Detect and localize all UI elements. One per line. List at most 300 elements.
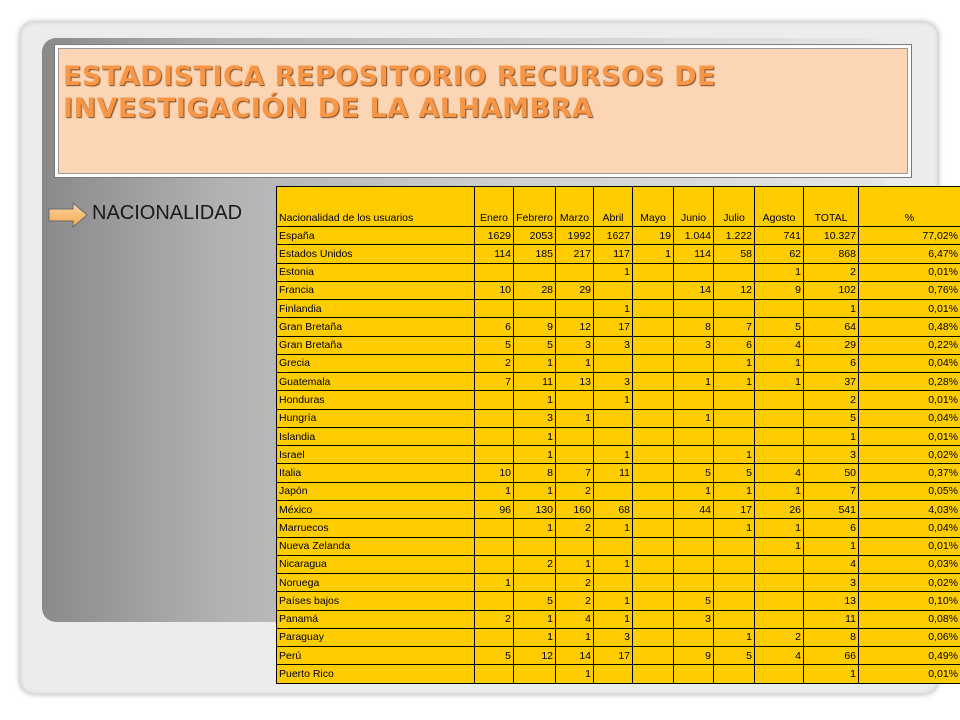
table-row xyxy=(277,519,960,537)
table-row xyxy=(277,427,960,445)
value-cell: 1 xyxy=(714,519,755,537)
value-cell xyxy=(594,574,633,592)
table-row xyxy=(277,464,960,482)
value-cell: 2 xyxy=(755,628,804,646)
value-cell: 17 xyxy=(594,647,633,665)
value-cell: 9 xyxy=(514,318,556,336)
value-cell: 0,37% xyxy=(859,464,960,482)
table-row xyxy=(277,482,960,500)
value-cell: 1 xyxy=(674,482,714,500)
value-cell: 1 xyxy=(556,555,594,573)
value-cell xyxy=(633,592,674,610)
table-row xyxy=(277,537,960,555)
value-cell: 4 xyxy=(755,464,804,482)
stats-table xyxy=(276,186,960,684)
value-cell xyxy=(594,427,633,445)
value-cell: 0,10% xyxy=(859,592,960,610)
value-cell: 0,01% xyxy=(859,263,960,281)
value-cell: 1 xyxy=(475,482,514,500)
value-cell: 5 xyxy=(755,318,804,336)
value-cell xyxy=(633,519,674,537)
value-cell xyxy=(755,592,804,610)
value-cell: 0,01% xyxy=(859,391,960,409)
value-cell xyxy=(556,427,594,445)
value-cell xyxy=(714,592,755,610)
table-row xyxy=(277,227,960,245)
value-cell: 1 xyxy=(755,519,804,537)
value-cell xyxy=(594,537,633,555)
value-cell xyxy=(594,281,633,299)
table-row xyxy=(277,300,960,318)
value-cell: 3 xyxy=(674,336,714,354)
value-cell xyxy=(475,592,514,610)
value-cell xyxy=(475,427,514,445)
table-row xyxy=(277,354,960,372)
country-cell: Gran Bretaña xyxy=(277,318,475,336)
value-cell: 8 xyxy=(674,318,714,336)
value-cell: 77,02% xyxy=(859,227,960,245)
value-cell xyxy=(674,427,714,445)
title-box xyxy=(54,44,912,178)
table-row xyxy=(277,500,960,518)
value-cell: 0,04% xyxy=(859,519,960,537)
table-row xyxy=(277,647,960,665)
value-cell: 2 xyxy=(804,391,859,409)
value-cell xyxy=(633,336,674,354)
value-cell xyxy=(556,537,594,555)
country-cell: Panamá xyxy=(277,610,475,628)
value-cell xyxy=(475,446,514,464)
table-row xyxy=(277,336,960,354)
value-cell: 17 xyxy=(594,318,633,336)
value-cell: 0,01% xyxy=(859,537,960,555)
value-cell xyxy=(755,409,804,427)
value-cell: 7 xyxy=(804,482,859,500)
value-cell xyxy=(633,318,674,336)
value-cell xyxy=(633,537,674,555)
country-cell: Perú xyxy=(277,647,475,665)
value-cell xyxy=(556,446,594,464)
table-row xyxy=(277,245,960,263)
value-cell: 5 xyxy=(714,647,755,665)
value-cell xyxy=(755,555,804,573)
value-cell xyxy=(633,464,674,482)
value-cell xyxy=(755,427,804,445)
value-cell: 7 xyxy=(714,318,755,336)
value-cell: 1 xyxy=(674,409,714,427)
value-cell: 44 xyxy=(674,500,714,518)
value-cell: 1 xyxy=(514,519,556,537)
value-cell xyxy=(633,665,674,684)
page-title: ESTADISTICA REPOSITORIO RECURSOS DE INVESTIGACIÓN DE LA ALHAMBRA xyxy=(63,61,716,124)
value-cell xyxy=(556,300,594,318)
value-cell: 11 xyxy=(514,373,556,391)
table-row xyxy=(277,628,960,646)
column-header: Junio xyxy=(674,187,714,227)
value-cell: 2 xyxy=(556,482,594,500)
value-cell xyxy=(475,409,514,427)
value-cell: 0,02% xyxy=(859,446,960,464)
value-cell: 14 xyxy=(674,281,714,299)
value-cell xyxy=(714,537,755,555)
country-cell: México xyxy=(277,500,475,518)
value-cell: 2 xyxy=(514,555,556,573)
value-cell xyxy=(674,446,714,464)
value-cell: 1629 xyxy=(475,227,514,245)
column-header: Abril xyxy=(594,187,633,227)
value-cell xyxy=(674,537,714,555)
value-cell: 1 xyxy=(755,537,804,555)
value-cell xyxy=(633,281,674,299)
value-cell: 7 xyxy=(475,373,514,391)
value-cell: 114 xyxy=(475,245,514,263)
table-row xyxy=(277,574,960,592)
value-cell: 3 xyxy=(594,628,633,646)
value-cell xyxy=(714,555,755,573)
value-cell xyxy=(633,482,674,500)
table-header-row xyxy=(277,187,960,227)
value-cell: 96 xyxy=(475,500,514,518)
value-cell xyxy=(633,647,674,665)
value-cell xyxy=(514,263,556,281)
value-cell: 1 xyxy=(514,482,556,500)
country-cell: Marruecos xyxy=(277,519,475,537)
value-cell: 3 xyxy=(594,373,633,391)
value-cell: 8 xyxy=(514,464,556,482)
value-cell: 1 xyxy=(755,263,804,281)
value-cell: 11 xyxy=(804,610,859,628)
value-cell: 1.222 xyxy=(714,227,755,245)
value-cell: 1 xyxy=(804,537,859,555)
value-cell xyxy=(475,391,514,409)
value-cell: 1 xyxy=(514,610,556,628)
table-row xyxy=(277,446,960,464)
value-cell: 1 xyxy=(633,245,674,263)
value-cell: 0,02% xyxy=(859,574,960,592)
value-cell xyxy=(755,574,804,592)
value-cell xyxy=(514,537,556,555)
value-cell xyxy=(633,427,674,445)
country-cell: Puerto Rico xyxy=(277,665,475,684)
value-cell: 1 xyxy=(514,628,556,646)
table-row xyxy=(277,373,960,391)
value-cell: 217 xyxy=(556,245,594,263)
value-cell: 2 xyxy=(475,354,514,372)
value-cell xyxy=(475,665,514,684)
value-cell: 3 xyxy=(804,446,859,464)
value-cell: 3 xyxy=(804,574,859,592)
country-cell: Gran Bretaña xyxy=(277,336,475,354)
value-cell xyxy=(714,409,755,427)
value-cell: 29 xyxy=(804,336,859,354)
value-cell: 64 xyxy=(804,318,859,336)
value-cell: 5 xyxy=(674,592,714,610)
value-cell xyxy=(674,628,714,646)
value-cell: 28 xyxy=(514,281,556,299)
value-cell xyxy=(674,519,714,537)
value-cell: 0,01% xyxy=(859,427,960,445)
value-cell: 1 xyxy=(514,446,556,464)
value-cell: 1 xyxy=(594,300,633,318)
value-cell: 5 xyxy=(475,336,514,354)
value-cell: 12 xyxy=(714,281,755,299)
value-cell xyxy=(755,446,804,464)
value-cell: 2 xyxy=(475,610,514,628)
value-cell: 1 xyxy=(714,354,755,372)
value-cell: 0,01% xyxy=(859,300,960,318)
value-cell: 3 xyxy=(674,610,714,628)
value-cell: 0,48% xyxy=(859,318,960,336)
value-cell: 1 xyxy=(804,300,859,318)
value-cell xyxy=(714,427,755,445)
value-cell: 5 xyxy=(804,409,859,427)
value-cell: 868 xyxy=(804,245,859,263)
value-cell: 1 xyxy=(594,391,633,409)
value-cell: 1 xyxy=(714,482,755,500)
value-cell: 0,28% xyxy=(859,373,960,391)
value-cell: 11 xyxy=(594,464,633,482)
value-cell xyxy=(475,263,514,281)
value-cell xyxy=(714,665,755,684)
value-cell xyxy=(633,373,674,391)
value-cell: 13 xyxy=(804,592,859,610)
table-row xyxy=(277,665,960,684)
value-cell xyxy=(475,555,514,573)
value-cell: 1 xyxy=(755,373,804,391)
table-row xyxy=(277,555,960,573)
value-cell: 1 xyxy=(556,665,594,684)
value-cell: 50 xyxy=(804,464,859,482)
country-cell: España xyxy=(277,227,475,245)
value-cell xyxy=(633,610,674,628)
value-cell: 2 xyxy=(556,574,594,592)
value-cell xyxy=(633,500,674,518)
value-cell xyxy=(594,665,633,684)
value-cell xyxy=(714,263,755,281)
value-cell: 19 xyxy=(633,227,674,245)
value-cell: 17 xyxy=(714,500,755,518)
value-cell: 1 xyxy=(556,409,594,427)
value-cell xyxy=(674,555,714,573)
value-cell xyxy=(633,409,674,427)
value-cell xyxy=(556,263,594,281)
value-cell: 5 xyxy=(514,336,556,354)
value-cell: 1627 xyxy=(594,227,633,245)
value-cell: 130 xyxy=(514,500,556,518)
value-cell xyxy=(714,300,755,318)
value-cell: 0,22% xyxy=(859,336,960,354)
value-cell: 0,05% xyxy=(859,482,960,500)
value-cell xyxy=(714,391,755,409)
table-row xyxy=(277,610,960,628)
column-header: TOTAL xyxy=(804,187,859,227)
value-cell: 1 xyxy=(514,427,556,445)
value-cell: 2 xyxy=(804,263,859,281)
value-cell: 1 xyxy=(556,354,594,372)
value-cell xyxy=(633,354,674,372)
value-cell: 1 xyxy=(594,446,633,464)
country-cell: Paraguay xyxy=(277,628,475,646)
country-cell: Hungría xyxy=(277,409,475,427)
value-cell: 6 xyxy=(804,519,859,537)
value-cell: 8 xyxy=(804,628,859,646)
right-arrow-icon xyxy=(48,202,88,228)
value-cell xyxy=(714,574,755,592)
value-cell: 1 xyxy=(556,628,594,646)
value-cell: 4 xyxy=(755,336,804,354)
value-cell: 37 xyxy=(804,373,859,391)
value-cell: 10 xyxy=(475,464,514,482)
column-header: Mayo xyxy=(633,187,674,227)
table-row xyxy=(277,263,960,281)
value-cell xyxy=(633,300,674,318)
value-cell: 12 xyxy=(514,647,556,665)
value-cell: 6 xyxy=(475,318,514,336)
value-cell: 68 xyxy=(594,500,633,518)
country-cell: Italia xyxy=(277,464,475,482)
column-header: Julio xyxy=(714,187,755,227)
value-cell xyxy=(594,409,633,427)
value-cell xyxy=(475,519,514,537)
value-cell: 1992 xyxy=(556,227,594,245)
value-cell xyxy=(633,446,674,464)
value-cell: 0,01% xyxy=(859,665,960,684)
value-cell: 5 xyxy=(475,647,514,665)
value-cell: 0,76% xyxy=(859,281,960,299)
value-cell: 1 xyxy=(514,354,556,372)
table-row xyxy=(277,592,960,610)
value-cell: 3 xyxy=(556,336,594,354)
value-cell: 0,04% xyxy=(859,354,960,372)
value-cell xyxy=(674,300,714,318)
value-cell xyxy=(475,300,514,318)
value-cell: 10 xyxy=(475,281,514,299)
value-cell xyxy=(514,300,556,318)
value-cell xyxy=(633,263,674,281)
value-cell xyxy=(594,354,633,372)
column-header-nationality: Nacionalidad de los usuarios xyxy=(277,187,475,227)
value-cell: 10.327 xyxy=(804,227,859,245)
value-cell: 1 xyxy=(594,555,633,573)
value-cell: 1 xyxy=(594,263,633,281)
value-cell xyxy=(514,574,556,592)
value-cell: 7 xyxy=(556,464,594,482)
value-cell: 0,03% xyxy=(859,555,960,573)
value-cell: 0,04% xyxy=(859,409,960,427)
country-cell: Honduras xyxy=(277,391,475,409)
value-cell: 9 xyxy=(755,281,804,299)
value-cell: 2053 xyxy=(514,227,556,245)
value-cell: 1 xyxy=(674,373,714,391)
value-cell xyxy=(633,574,674,592)
value-cell: 5 xyxy=(714,464,755,482)
value-cell: 541 xyxy=(804,500,859,518)
value-cell: 1 xyxy=(514,391,556,409)
value-cell: 1 xyxy=(714,628,755,646)
value-cell: 58 xyxy=(714,245,755,263)
value-cell xyxy=(475,537,514,555)
value-cell xyxy=(514,665,556,684)
value-cell: 26 xyxy=(755,500,804,518)
value-cell: 1 xyxy=(594,592,633,610)
value-cell: 1.044 xyxy=(674,227,714,245)
value-cell: 102 xyxy=(804,281,859,299)
country-cell: Nicaragua xyxy=(277,555,475,573)
table-row xyxy=(277,318,960,336)
country-cell: Finlandia xyxy=(277,300,475,318)
table-row xyxy=(277,281,960,299)
value-cell: 1 xyxy=(714,446,755,464)
value-cell: 3 xyxy=(594,336,633,354)
value-cell: 185 xyxy=(514,245,556,263)
country-cell: Estonia xyxy=(277,263,475,281)
value-cell: 1 xyxy=(594,610,633,628)
column-header: Marzo xyxy=(556,187,594,227)
value-cell: 4 xyxy=(804,555,859,573)
value-cell: 117 xyxy=(594,245,633,263)
value-cell xyxy=(674,263,714,281)
value-cell: 114 xyxy=(674,245,714,263)
country-cell: Islandia xyxy=(277,427,475,445)
value-cell: 5 xyxy=(514,592,556,610)
value-cell xyxy=(674,391,714,409)
country-cell: Francia xyxy=(277,281,475,299)
value-cell xyxy=(755,665,804,684)
value-cell: 12 xyxy=(556,318,594,336)
column-header: % xyxy=(859,187,960,227)
value-cell xyxy=(674,354,714,372)
value-cell: 160 xyxy=(556,500,594,518)
value-cell: 2 xyxy=(556,519,594,537)
value-cell xyxy=(594,482,633,500)
value-cell: 2 xyxy=(556,592,594,610)
value-cell: 4 xyxy=(556,610,594,628)
value-cell: 1 xyxy=(755,482,804,500)
value-cell: 6,47% xyxy=(859,245,960,263)
country-cell: Guatemala xyxy=(277,373,475,391)
country-cell: Noruega xyxy=(277,574,475,592)
value-cell: 0,49% xyxy=(859,647,960,665)
value-cell: 4,03% xyxy=(859,500,960,518)
value-cell: 1 xyxy=(714,373,755,391)
value-cell: 29 xyxy=(556,281,594,299)
country-cell: Grecia xyxy=(277,354,475,372)
value-cell: 1 xyxy=(475,574,514,592)
value-cell: 9 xyxy=(674,647,714,665)
value-cell: 6 xyxy=(804,354,859,372)
nationality-label: NACIONALIDAD xyxy=(92,202,243,224)
column-header: Agosto xyxy=(755,187,804,227)
value-cell: 5 xyxy=(674,464,714,482)
table-row xyxy=(277,409,960,427)
value-cell: 0,06% xyxy=(859,628,960,646)
value-cell: 0,08% xyxy=(859,610,960,628)
value-cell: 6 xyxy=(714,336,755,354)
country-cell: Nueva Zelanda xyxy=(277,537,475,555)
value-cell xyxy=(633,555,674,573)
value-cell: 66 xyxy=(804,647,859,665)
value-cell xyxy=(674,665,714,684)
column-header: Enero xyxy=(475,187,514,227)
country-cell: Estados Unidos xyxy=(277,245,475,263)
value-cell xyxy=(714,610,755,628)
value-cell: 14 xyxy=(556,647,594,665)
country-cell: Países bajos xyxy=(277,592,475,610)
value-cell xyxy=(475,628,514,646)
value-cell xyxy=(755,391,804,409)
country-cell: Israel xyxy=(277,446,475,464)
value-cell xyxy=(674,574,714,592)
